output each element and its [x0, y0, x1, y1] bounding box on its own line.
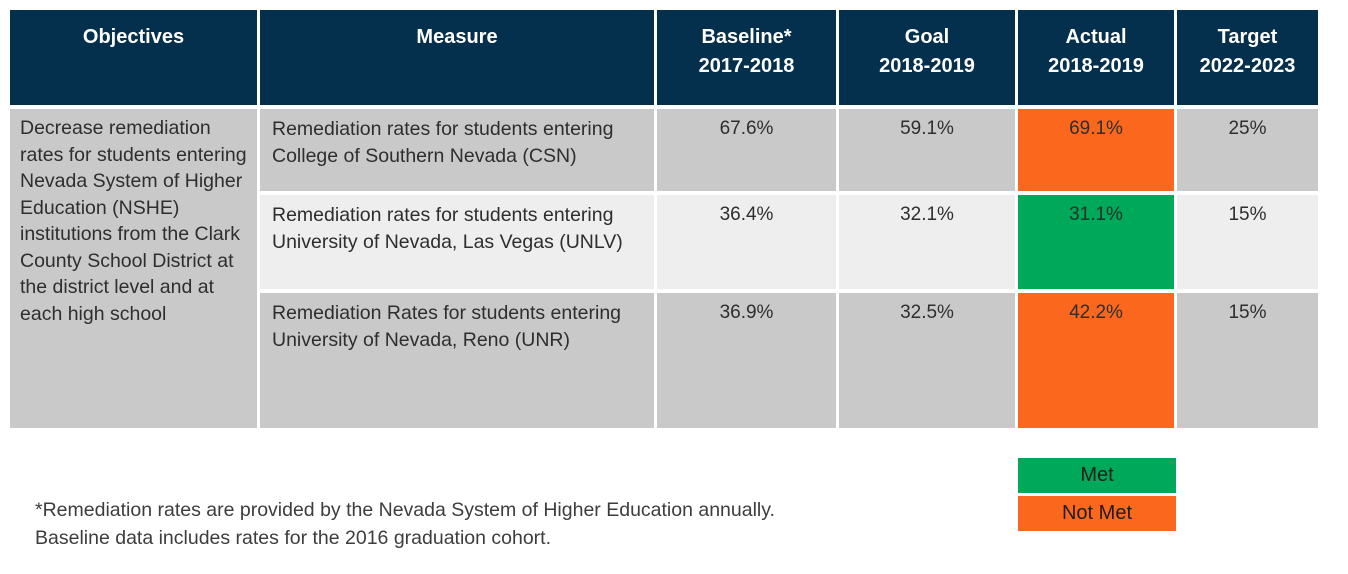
actual-value-csn: 69.1% — [1018, 109, 1174, 191]
header-label: Objectives — [82, 26, 185, 48]
footnote — [35, 496, 775, 552]
footnote-line-1: *Remediation rates are provided by the Nevada System of Higher Education annually. — [35, 499, 775, 521]
header-label: Baseline* — [701, 26, 792, 48]
target-value-csn: 25% — [1177, 109, 1318, 191]
goal-value-unr: 32.5% — [839, 293, 1015, 428]
header-cell-objectives — [10, 10, 257, 105]
legend-not-met-swatch: Not Met — [1018, 496, 1176, 531]
goal-value-csn: 59.1% — [839, 109, 1015, 191]
legend-met-swatch: Met — [1018, 458, 1176, 493]
header-sublabel: 2018-2019 — [879, 55, 975, 77]
baseline-value-unlv: 36.4% — [657, 195, 836, 289]
header-cell-baseline — [657, 10, 836, 105]
baseline-value-csn: 67.6% — [657, 109, 836, 191]
header-label: Target — [1217, 26, 1278, 48]
header-label: Goal — [904, 26, 950, 48]
header-sublabel: 2018-2019 — [1048, 55, 1144, 77]
objectives-measures-table — [10, 10, 1318, 428]
header-sublabel: 2022-2023 — [1199, 55, 1296, 77]
target-value-unlv: 15% — [1177, 195, 1318, 289]
footnote-line-2: Baseline data includes rates for the 2016 graduation cohort. — [35, 527, 552, 549]
header-label: Measure — [416, 26, 498, 48]
header-cell-measure — [260, 10, 654, 105]
measure-cell-unr: Remediation Rates for students entering University of Nevada, Reno (UNR) — [260, 293, 654, 428]
status-legend — [1018, 458, 1176, 534]
header-label: Actual — [1065, 26, 1127, 48]
goal-value-unlv: 32.1% — [839, 195, 1015, 289]
objective-cell: Decrease remediation rates for students entering Nevada System of Higher Education (NSHE) institutions from the Clark County School District at the district level and at each high school — [10, 109, 257, 428]
header-cell-goal — [839, 10, 1015, 105]
baseline-value-unr: 36.9% — [657, 293, 836, 428]
header-cell-target — [1177, 10, 1318, 105]
measure-cell-unlv: Remediation rates for students entering University of Nevada, Las Vegas (UNLV) — [260, 195, 654, 289]
header-cell-actual — [1018, 10, 1174, 105]
actual-value-unr: 42.2% — [1018, 293, 1174, 428]
measure-cell-csn: Remediation rates for students entering College of Southern Nevada (CSN) — [260, 109, 654, 191]
target-value-unr: 15% — [1177, 293, 1318, 428]
actual-value-unlv: 31.1% — [1018, 195, 1174, 289]
header-sublabel: 2017-2018 — [698, 55, 795, 77]
